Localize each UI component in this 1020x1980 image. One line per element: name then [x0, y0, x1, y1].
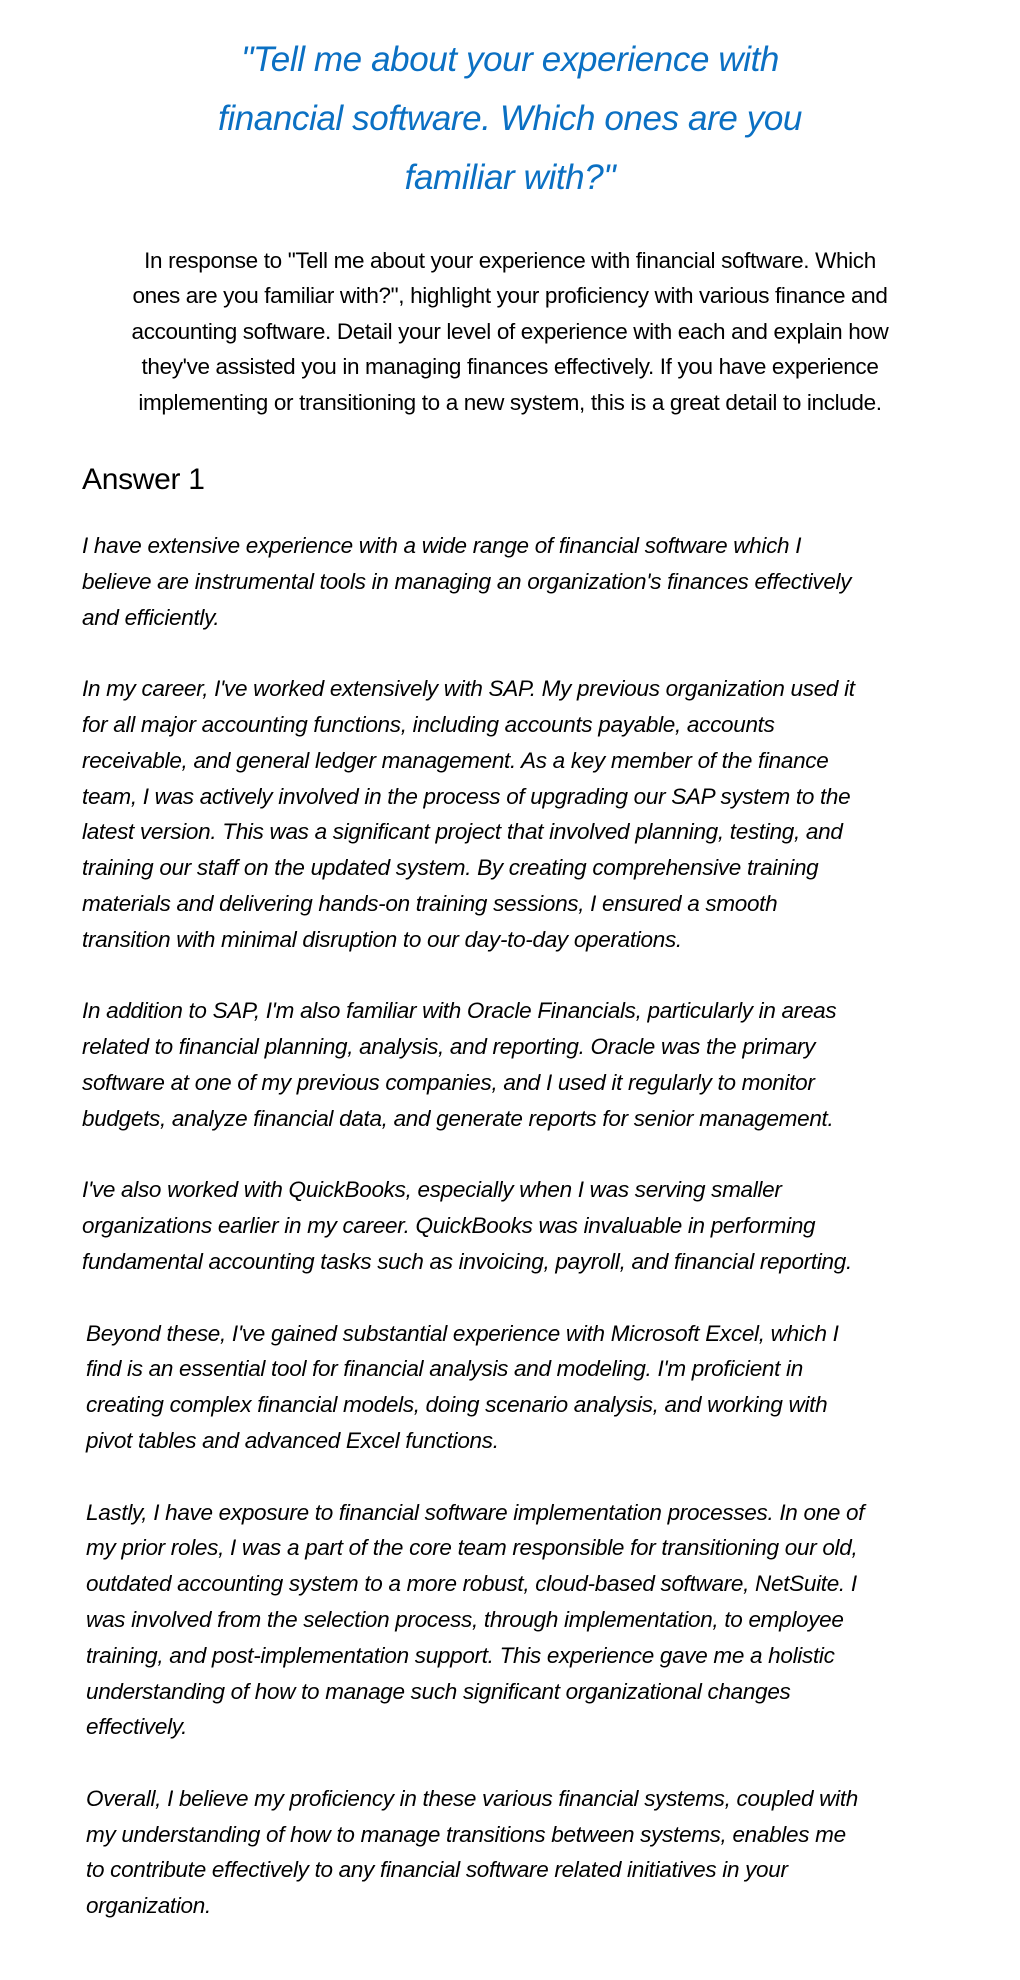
- answer-line: materials and delivering hands-on training sessions, I ensured a smooth: [82, 890, 778, 916]
- question-title-line: financial software. Which ones are you: [218, 99, 802, 138]
- answer-line: pivot tables and advanced Excel functions.: [86, 1427, 499, 1453]
- intro-paragraph: [0, 243, 1020, 420]
- answer-body: [0, 528, 1020, 1960]
- answer-heading: Answer 1: [82, 463, 205, 496]
- answer-line: Beyond these, I've gained substantial experience with Microsoft Excel, which I: [86, 1320, 839, 1346]
- answer-line: find is an essential tool for financial analysis and modeling. I'm proficient in: [86, 1356, 803, 1382]
- answer-line: In addition to SAP, I'm also familiar with Oracle Financials, particularly in areas: [82, 998, 837, 1024]
- answer-paragraph-conclusion: [0, 1781, 1020, 1924]
- answer-line: latest version. This was a significant project that involved planning, testing, and: [82, 819, 843, 845]
- answer-line: to contribute effectively to any financial software related initiatives in your: [86, 1857, 788, 1883]
- answer-line: believe are instrumental tools in managing an organization's finances effectively: [82, 568, 852, 594]
- answer-line: training, and post-implementation support. This experience gave me a holistic: [86, 1642, 835, 1668]
- answer-line: was involved from the selection process, through implementation, to employee: [86, 1606, 844, 1632]
- answer-line: creating complex financial models, doing scenario analysis, and working with: [86, 1392, 828, 1418]
- answer-line: organizations earlier in my career. QuickBooks was invaluable in performing: [82, 1213, 816, 1239]
- answer-line: transition with minimal disruption to our day-to-day operations.: [82, 926, 682, 952]
- intro-line: In response to "Tell me about your experience with financial software. Which: [144, 248, 876, 273]
- answer-line: outdated accounting system to a more robust, cloud-based software, NetSuite. I: [86, 1571, 857, 1597]
- answer-line: for all major accounting functions, including accounts payable, accounts: [82, 711, 775, 737]
- answer-paragraph-netsuite: [0, 1495, 1020, 1746]
- answer-line: organization.: [86, 1893, 211, 1919]
- question-title-line: familiar with?": [404, 158, 616, 197]
- question-title-line: "Tell me about your experience with: [241, 40, 779, 79]
- answer-line: related to financial planning, analysis, and reporting. Oracle was the primary: [82, 1034, 816, 1060]
- answer-line: training our staff on the updated system. By creating comprehensive training: [82, 855, 819, 881]
- answer-line: Lastly, I have exposure to financial software implementation processes. In one of: [86, 1499, 865, 1525]
- intro-line: ones are you familiar with?", highlight your proficiency with various finance and: [132, 283, 888, 309]
- answer-line: understanding of how to manage such significant organizational changes: [86, 1678, 791, 1704]
- answer-paragraph-oracle: [0, 993, 1020, 1136]
- answer-line: Overall, I believe my proficiency in these various financial systems, coupled with: [86, 1785, 858, 1811]
- answer-line: team, I was actively involved in the process of upgrading our SAP system to the: [82, 783, 851, 809]
- question-title: [0, 30, 1020, 207]
- answer-line: receivable, and general ledger management. As a key member of the finance: [82, 747, 829, 773]
- answer-line: effectively.: [86, 1714, 188, 1740]
- answer-line: fundamental accounting tasks such as invoicing, payroll, and financial reporting.: [82, 1248, 852, 1274]
- answer-paragraph-intro: [0, 528, 1020, 635]
- answer-line: I've also worked with QuickBooks, especially when I was serving smaller: [82, 1177, 782, 1203]
- answer-paragraph-quickbooks: [0, 1172, 1020, 1279]
- answer-line: I have extensive experience with a wide range of financial software which I: [82, 533, 802, 558]
- answer-line: and efficiently.: [82, 604, 220, 630]
- intro-line: they've assisted you in managing finances effectively. If you have experience: [141, 354, 879, 380]
- answer-line: budgets, analyze financial data, and generate reports for senior management.: [82, 1105, 834, 1131]
- intro-line: implementing or transitioning to a new system, this is a great detail to include.: [138, 389, 882, 415]
- answer-line: software at one of my previous companies, and I used it regularly to monitor: [82, 1069, 815, 1095]
- answer-line: my understanding of how to manage transitions between systems, enables me: [86, 1821, 846, 1847]
- answer-line: In my career, I've worked extensively with SAP. My previous organization used it: [82, 676, 855, 702]
- answer-paragraph-excel: [0, 1316, 1020, 1459]
- answer-line: my prior roles, I was a part of the core team responsible for transitioning our old,: [86, 1535, 858, 1561]
- intro-line: accounting software. Detail your level of experience with each and explain how: [131, 318, 889, 344]
- answer-paragraph-sap: [0, 671, 1020, 957]
